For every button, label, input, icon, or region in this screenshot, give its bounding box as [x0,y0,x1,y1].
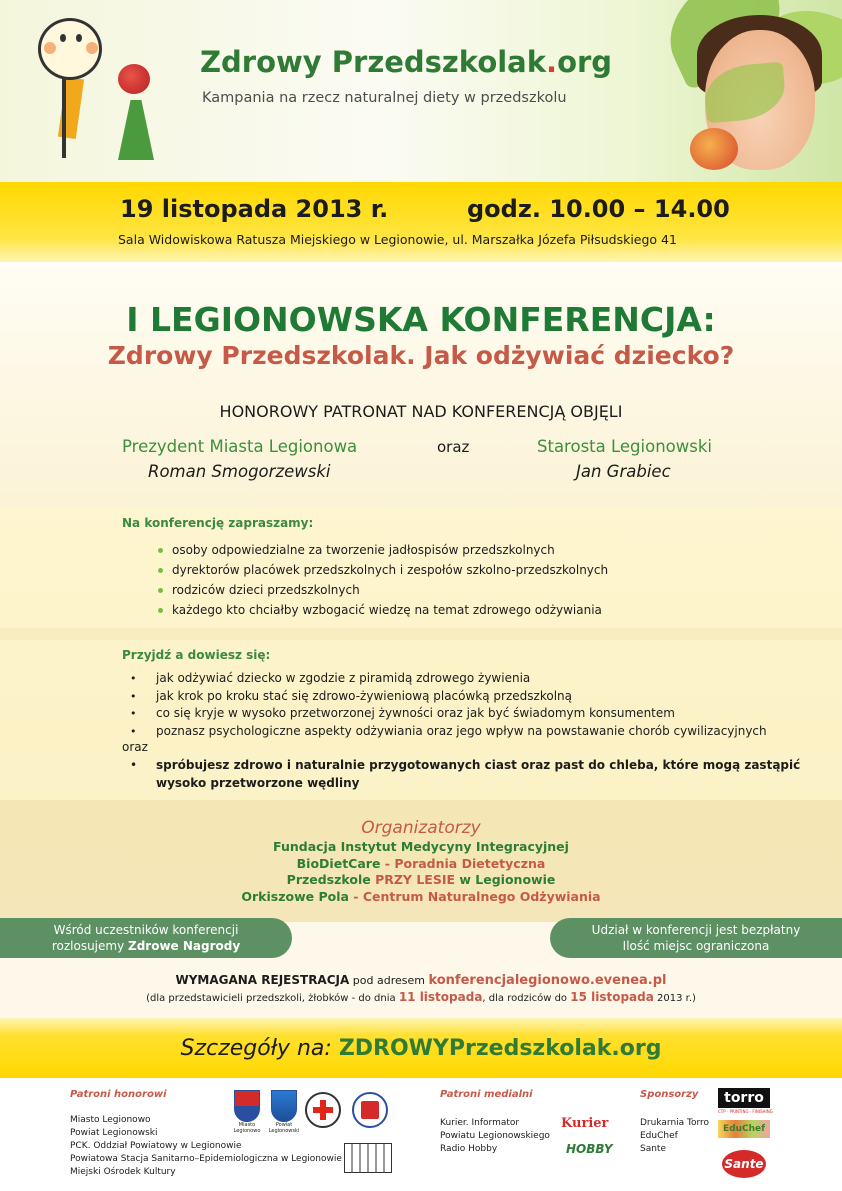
patron-left-role: Prezydent Miasta Legionowa [122,437,358,456]
sante-logo: Sante [722,1150,766,1178]
educhef-logo: EduChef [718,1120,770,1138]
mascot-body [62,78,66,158]
list-item: dyrektorów placówek przedszkolnych i zespołów szkolno-przedszkolnych [158,560,608,580]
red-cross-icon [305,1092,341,1128]
list-item: każdego kto chciałby wzbogacić wiedzę na temat zdrowego odżywiania [158,600,608,620]
torro-tagline: CTP · PRINTING · FINISHING [718,1109,773,1114]
list-item: • jak odżywiać dziecko w zgodzie z piramidą zdrowego żywienia [130,670,767,688]
list-item: osoby odpowiedzialne za tworzenie jadłospisów przedszkolnych [158,540,608,560]
organizers-heading: Organizatorzy [361,818,481,838]
mascot-cheek [44,42,56,54]
county-crest-icon [271,1090,297,1122]
details-link[interactable]: ZDROWYPrzedszkolak.org [338,1036,662,1061]
registration-line: WYMAGANA REJESTRACJA pod adresem konferencjalegionowo.evenea.pl [175,973,667,988]
patron-left-name: Roman Smogorzewski [148,462,331,481]
list-item: Kurier. Informator [440,1118,520,1128]
organizer-1: Fundacja Instytut Medycyny Integracyjnej [273,839,569,854]
apple-icon [690,128,738,170]
invite-list [158,540,608,620]
event-venue: Sala Widowiskowa Ratusza Miejskiego w Legionowie, ul. Marszałka Józefa Piłsudskiego 41 [118,232,677,247]
free-entry-banner: Udział w konferencji jest bezpłatny Ilość miejsc ograniczona [550,918,842,958]
site-name[interactable]: Zdrowy Przedszkolak.org [200,45,613,79]
registration-note: (dla przedstawicieli przedszkoli, żłobków - do dnia 11 listopada, dla rodziców do 15 listopada 2013 r.) [146,990,696,1004]
mascot-eye [76,34,82,42]
organizer-3: Przedszkole PRZY LESIE w Legionowie [286,872,556,887]
sponsors-heading: Sponsorzy [640,1089,699,1100]
crest-caption: Powiat Legionowski [268,1122,300,1134]
mascot-cheek [86,42,98,54]
learn-heading: Przyjdź a dowiesz się: [122,648,271,662]
patron-right-role: Starosta Legionowski [537,437,712,456]
patron-connector: oraz [437,438,470,456]
learn-list [130,670,767,740]
mascot-eye [60,34,66,42]
list-item: • poznasz psychologiczne aspekty odżywiania oraz jego wpływ na powstawanie chorób cywilizacyjnych [130,723,767,741]
list-item: rodziców dzieci przedszkolnych [158,580,608,600]
event-hours: godz. 10.00 – 14.00 [467,195,730,223]
list-item: Sante [640,1144,666,1154]
list-item: Miasto Legionowo [70,1115,151,1125]
list-item: EduChef [640,1131,678,1141]
radio-hobby-logo: HOBBY [566,1142,613,1156]
list-item: Powiat Legionowski [70,1128,158,1138]
registration-link[interactable]: konferencjalegionowo.evenea.pl [428,973,667,988]
event-date: 19 listopada 2013 r. [120,195,389,223]
list-item: Powiatu Legionowskiego [440,1131,550,1141]
prizes-banner: Wśród uczestników konferencji rozlosujemy Zdrowe Nagrody [0,918,292,958]
learn-highlight-line: • spróbujesz zdrowo i naturalnie przygotowanych ciast oraz past do chleba, które mogą zastąpić [156,758,801,772]
honor-patrons-heading: Patroni honorowi [70,1089,167,1100]
list-item: Powiatowa Stacja Sanitarno–Epidemiologiczna w Legionowie [70,1154,342,1164]
site-subtitle: Kampania na rzecz naturalnej diety w przedszkolu [202,90,567,106]
torro-logo: torro [718,1088,770,1108]
organizer-4: Orkiszowe Pola - Centrum Naturalnego Odżywiania [241,889,601,904]
learn-highlight [130,757,800,792]
learn-highlight-line: wysoko przetworzone wędliny [156,775,360,790]
learn-connector: oraz [122,740,148,754]
crest-caption: Miasto Legionowo [233,1122,261,1134]
mok-logo-icon [344,1143,392,1173]
details-line: Szczegóły na: ZDROWYPrzedszkolak.org [180,1036,662,1061]
list-item: PCK. Oddział Powiatowy w Legionowie [70,1141,242,1151]
list-item: Drukarnia Torro [640,1118,710,1128]
media-patrons-heading: Patroni medialni [440,1089,533,1100]
media-patrons-list [440,1117,550,1156]
list-item: • co się kryje w wysoko przetworzonej żywności oraz jak być świadomym konsumentem [130,705,767,723]
conference-title: I LEGIONOWSKA KONFERENCJA: [126,300,716,339]
invite-heading: Na konferencję zapraszamy: [122,516,314,530]
list-item: Miejski Ośrodek Kultury [70,1167,176,1177]
organizer-2: BioDietCare - Poradnia Dietetyczna [296,856,546,871]
kurier-logo: Kurier [561,1116,609,1131]
conference-subtitle: Zdrowy Przedszkolak. Jak odżywiać dziecko? [107,341,735,370]
mascot-apple-icon [118,64,150,94]
patron-right-name: Jan Grabiec [576,462,671,481]
patronage-heading: HONOROWY PATRONAT NAD KONFERENCJĄ OBJĘLI [219,402,623,421]
list-item: Radio Hobby [440,1144,498,1154]
legionowo-crest-icon [234,1090,260,1122]
list-item: • jak krok po kroku stać się zdrowo-żywieniową placówką przedszkolną [130,688,767,706]
sanepid-icon [352,1092,388,1128]
sponsors-list [640,1117,709,1156]
